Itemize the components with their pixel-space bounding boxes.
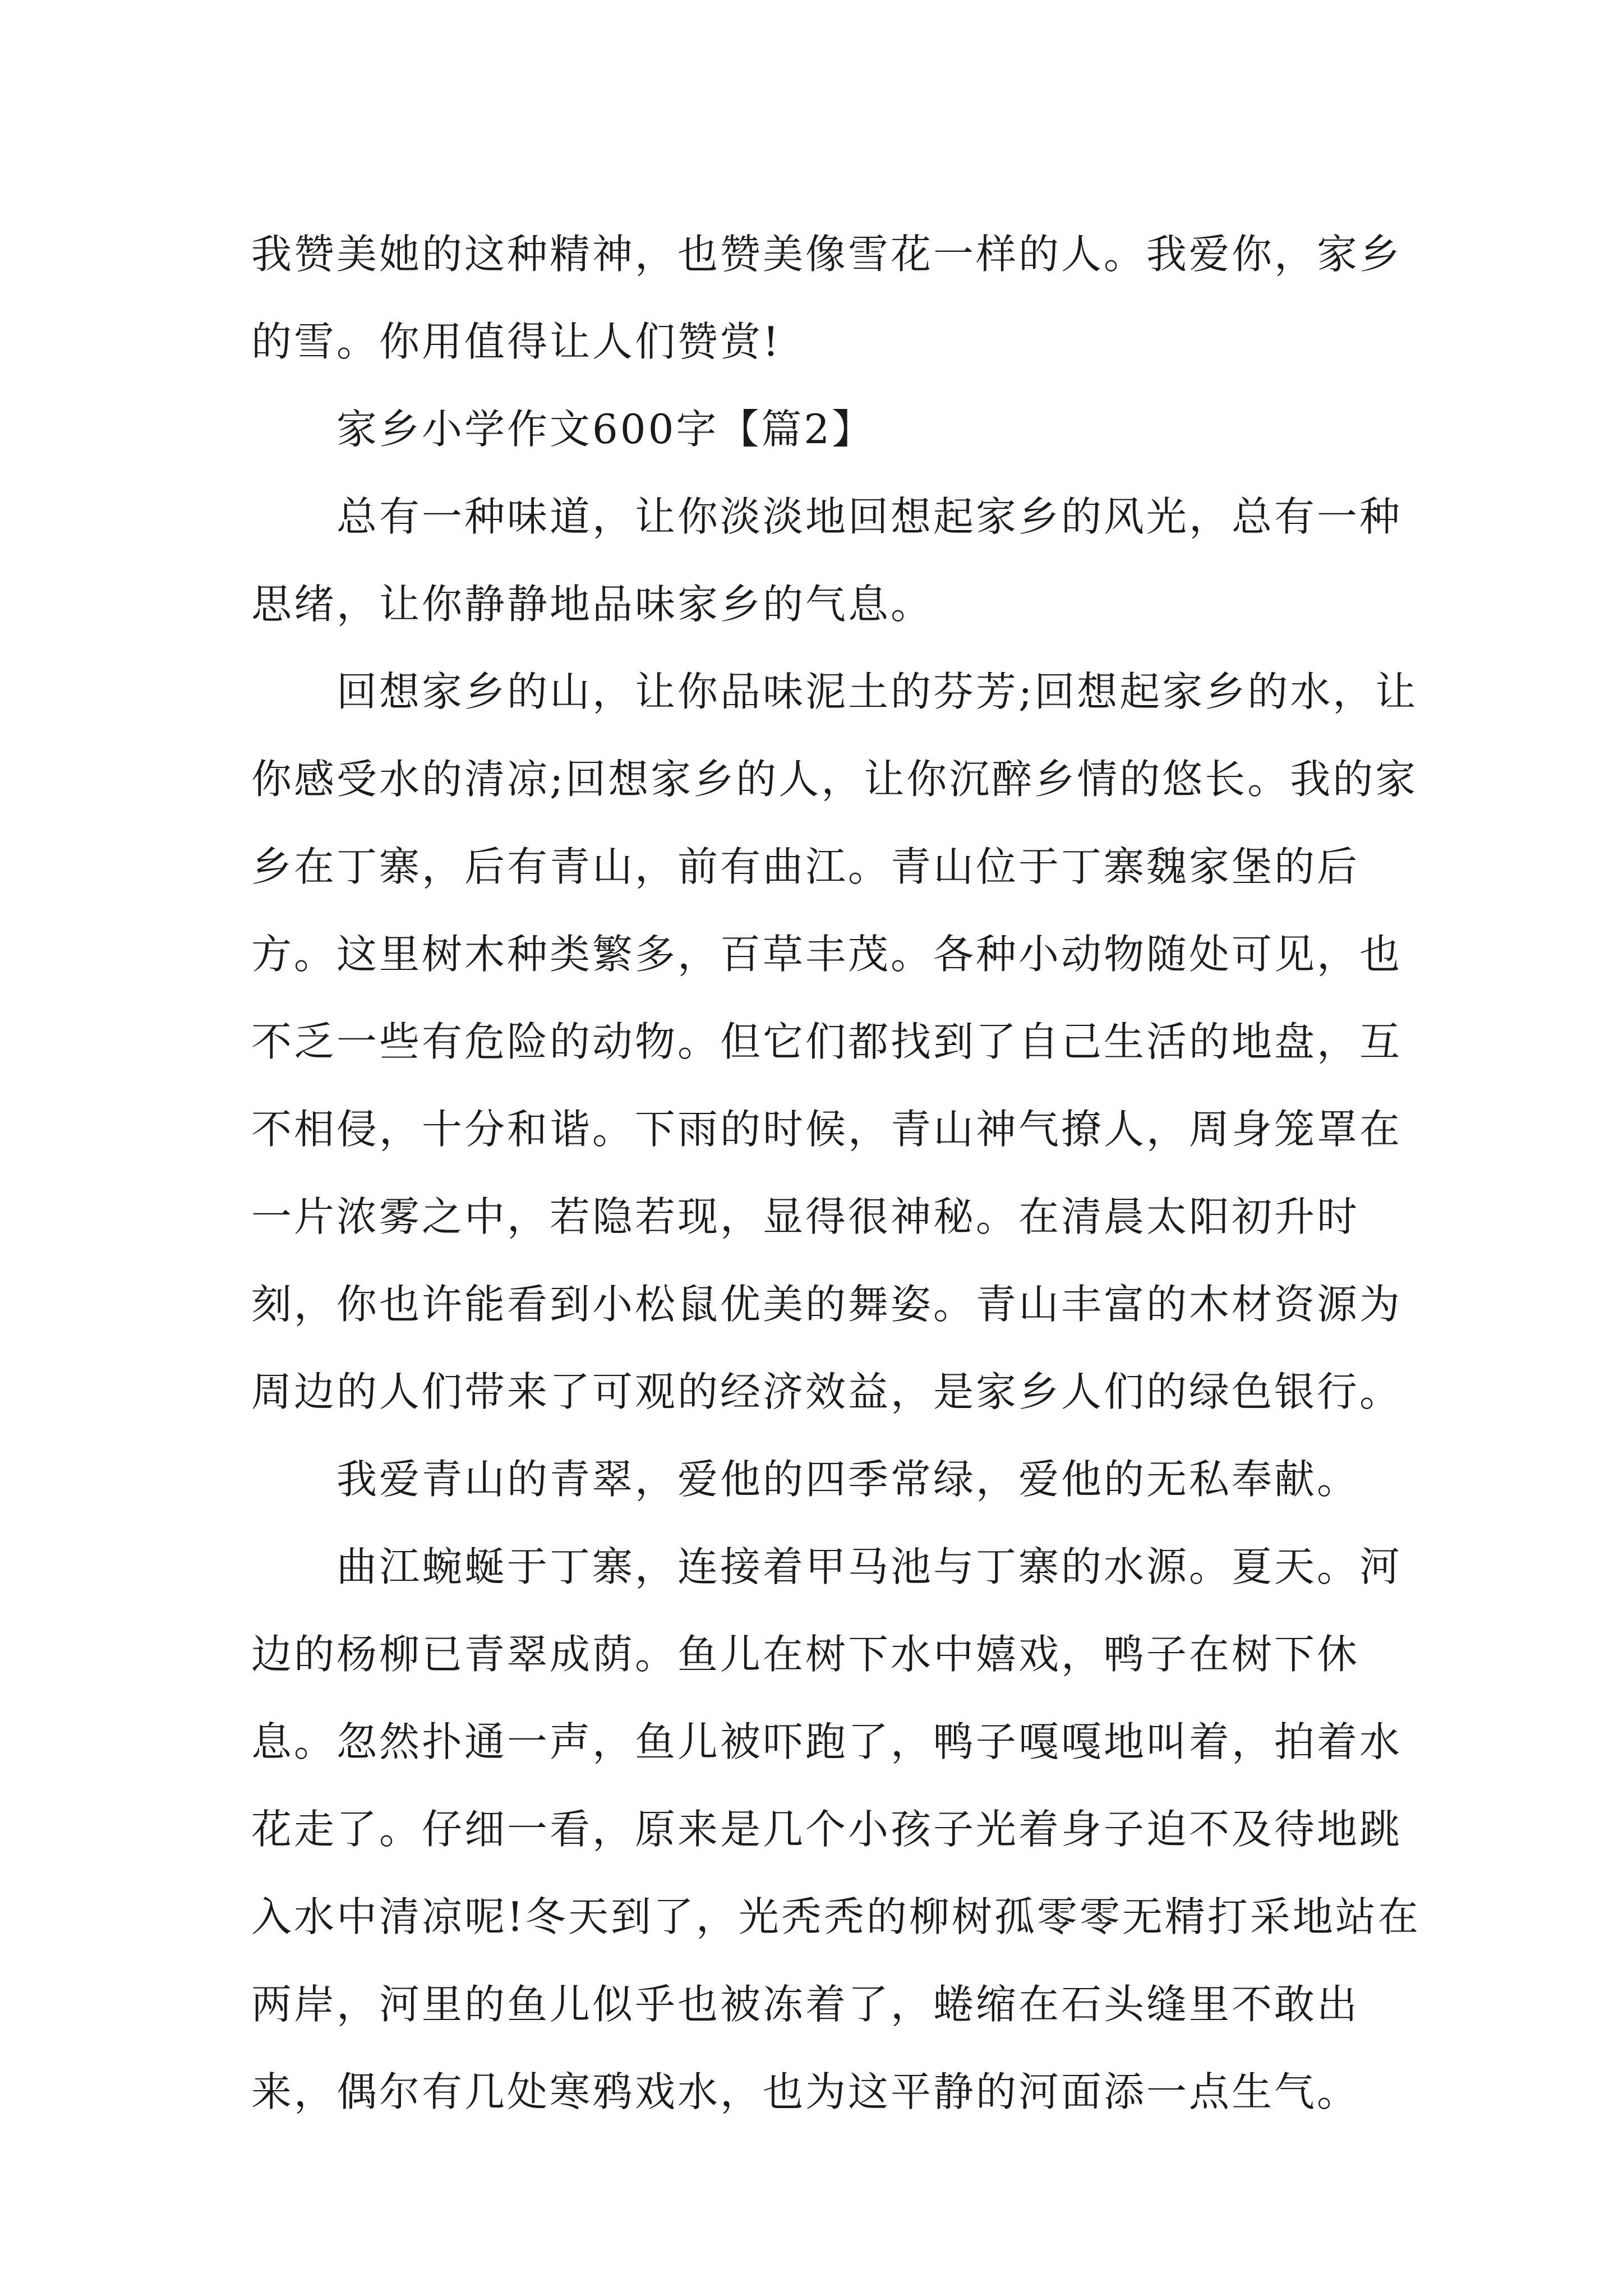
paragraph-mountain: 回想家乡的山，让你品味泥土的芬芳;回想起家乡的水，让你感受水的清凉;回想家乡的人，让你沉醉乡情的悠长。我的家乡在丁寨，后有青山，前有曲江。青山位于丁寨魏家堡的后方。这里树木种类繁多，百草丰茂。各种小动物随处可见，也不乏一些有危险的动物。但它们都找到了自己生活的地盘，互不相侵，十分和谐。下雨的时候，青山神气撩人，周身笼罩在一片浓雾之中，若隐若现，显得很神秘。在清晨太阳初升时刻，你也许能看到小松鼠优美的舞姿。青山丰富的木材资源为周边的人们带来了可观的经济效益，是家乡人们的绿色银行。 — [251, 668, 1418, 1415]
section-heading: 家乡小学作文600字【篇2】 — [336, 406, 875, 453]
document-body — [251, 210, 1435, 2136]
paragraph-continuation: 我赞美她的这种精神，也赞美像雪花一样的人。我爱你，家乡的雪。你用值得让人们赞赏! — [251, 231, 1403, 365]
paragraph-intro: 总有一种味道，让你淡淡地回想起家乡的风光，总有一种思绪，让你静静地品味家乡的气息。 — [251, 493, 1403, 628]
paragraph-river: 曲江蜿蜒于丁寨，连接着甲马池与丁寨的水源。夏天。河边的杨柳已青翠成荫。鱼儿在树下水中嬉戏，鸭子在树下休息。忽然扑通一声，鱼儿被吓跑了，鸭子嘎嘎地叫着，拍着水花走了。仔细一看，原来是几个小孩子光着身子迫不及待地跳入水中清凉呢!冬天到了，光秃秃的柳树孤零零无精打采地站在两岸，河里的鱼儿似乎也被冻着了，蜷缩在石头缝里不敢出来，偶尔有几处寒鸦戏水，也为这平静的河面添一点生气。 — [251, 1543, 1421, 2115]
paragraph-love: 我爱青山的青翠，爱他的四季常绿，爱他的无私奉献。 — [336, 1456, 1360, 1503]
